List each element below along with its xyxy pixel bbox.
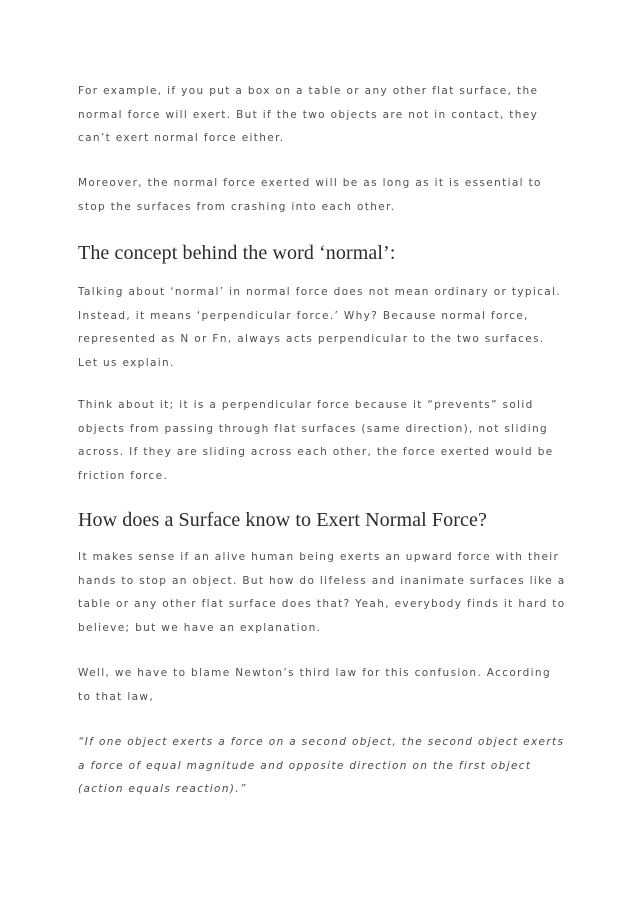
paragraph-think-about-it: Think about it; it is a perpendicular force because it “prevents” solid objects from passing through flat surfaces (same direction), not sliding across. If they are sliding across each other, the force exerted would be friction force.: [78, 399, 554, 482]
paragraph-moreover: Moreover, the normal force exerted will be as long as it is essential to stop the surfaces from crashing into each other.: [78, 177, 542, 213]
heading-concept-normal: The concept behind the word ‘normal’:: [78, 242, 396, 264]
paragraph-newtons-third-law: Well, we have to blame Newton’s third law for this confusion. According to that law,: [78, 667, 551, 703]
paragraph-talking-about-normal: Talking about ‘normal’ in normal force does not mean ordinary or typical. Instead, it means ‘perpendicular force.’ Why? Because normal force, represented as N or Fn, always acts perpendicular to the two surfaces. Let us explain.: [78, 286, 562, 369]
paragraph-makes-sense: It makes sense if an alive human being exerts an upward force with their hands to stop an object. But how do lifeless and inanimate surfaces like a table or any other flat surface does that? Yeah, everybody finds it hard to believe; but we have an explanation.: [78, 551, 566, 634]
paragraph-normal-force-example: For example, if you put a box on a table or any other flat surface, the normal force will exert. But if the two objects are not in contact, they can’t exert normal force either.: [78, 85, 539, 144]
quote-newtons-third-law: “If one object exerts a force on a second object, the second object exerts a force of equal magnitude and opposite direction on the first object (action equals reaction).”: [78, 736, 565, 795]
heading-how-surface-exerts: How does a Surface know to Exert Normal Force?: [78, 509, 487, 531]
